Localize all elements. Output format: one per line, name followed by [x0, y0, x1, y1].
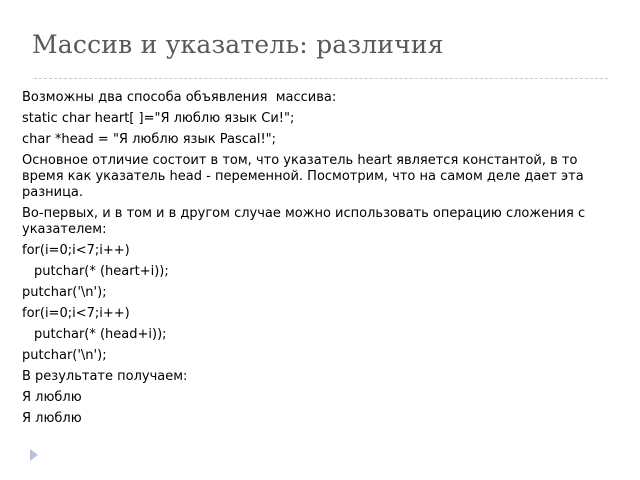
code-line-1: for(i=0;i<7;i++) — [22, 243, 130, 258]
code-line-2: putchar(* (heart+i)); — [34, 264, 169, 279]
code-line-6: putchar('\n'); — [22, 348, 107, 363]
body-line-2: static char heart[ ]="Я люблю язык Си!"; — [22, 111, 295, 126]
code-line-4: for(i=0;i<7;i++) — [22, 306, 130, 321]
body-line-1: Возможны два способа объявления массива: — [22, 90, 337, 105]
code-line-3: putchar('\n'); — [22, 285, 107, 300]
title-divider — [34, 78, 608, 79]
code-line-5: putchar(* (head+i)); — [34, 327, 167, 342]
slide-body — [22, 90, 618, 432]
result-line-1: Я люблю — [22, 390, 82, 405]
body-line-5: Во-первых, и в том и в другом случае можно использовать операцию сложения с указателем: — [22, 206, 590, 237]
slide-title: Массив и указатель: различия — [32, 30, 444, 59]
triangle-right-icon — [30, 449, 38, 461]
body-line-4: Основное отличие состоит в том, что указатель heart является константой, в то время как указатель head - переменной. Посмотрим, что на самом деле дает эта разница. — [22, 153, 588, 200]
body-line-3: char *head = "Я люблю язык Pascal!"; — [22, 132, 277, 147]
result-heading: В результате получаем: — [22, 369, 188, 384]
result-line-2: Я люблю — [22, 411, 82, 426]
